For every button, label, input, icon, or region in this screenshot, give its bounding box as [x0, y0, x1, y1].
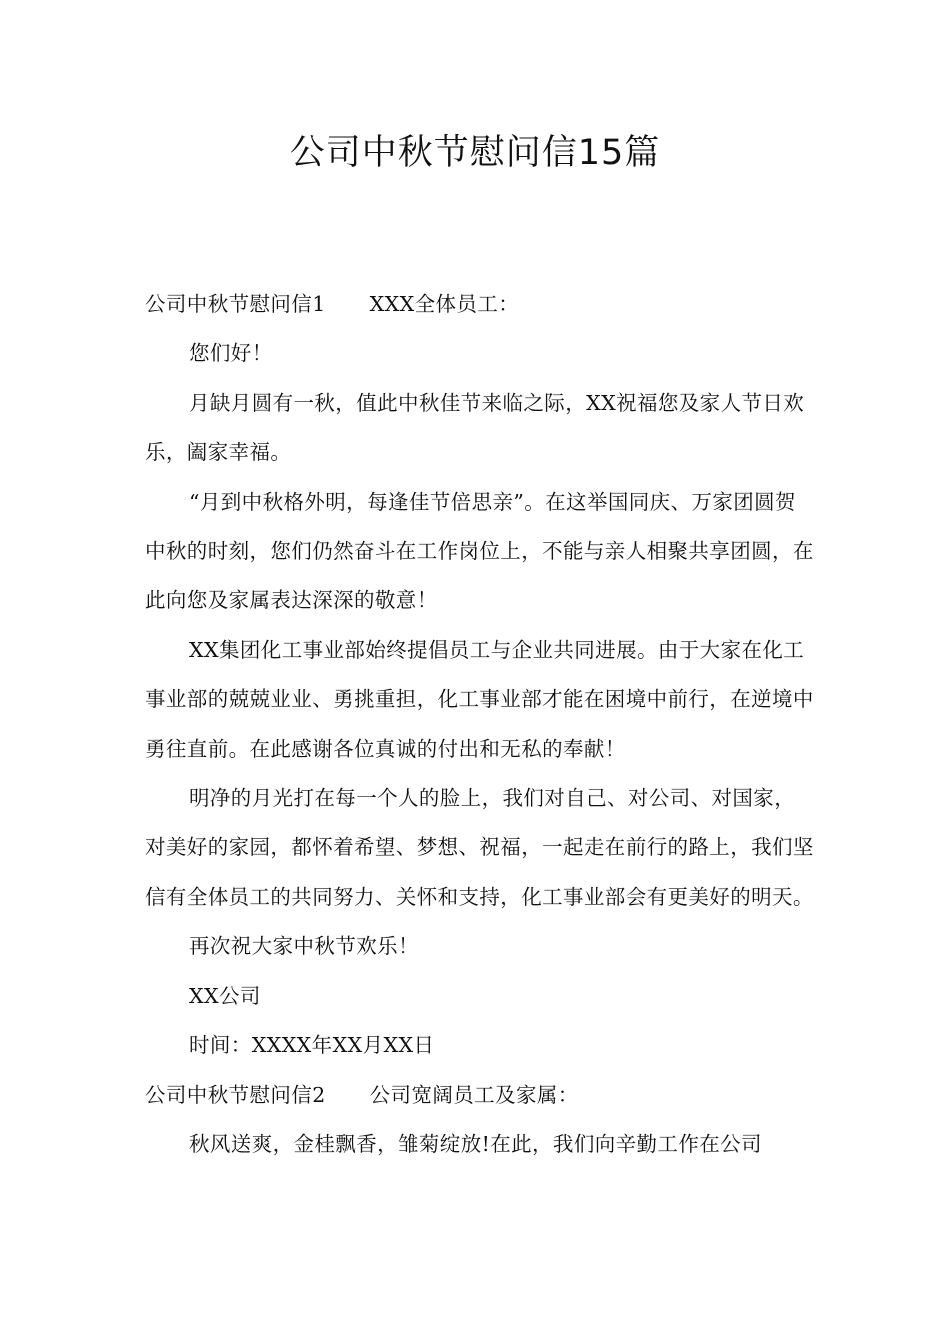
- letter-1-paragraph: 明净的月光打在每一个人的脸上，我们对自己、对公司、对国家，对美好的家园，都怀着希望、梦想、祝福，一起走在前行的路上，我们坚信有全体员工的共同努力、关怀和支持，化工事业部会有更美好的明天。: [145, 786, 814, 909]
- document-body: [145, 280, 815, 1169]
- letter-2-recipient: 公司宽阔员工及家属：: [369, 1082, 579, 1107]
- letter-2-heading: 公司中秋节慰问信2: [145, 1082, 326, 1107]
- letter-1-greeting: 您们好！: [189, 341, 273, 366]
- letter-2-paragraph: 秋风送爽，金桂飘香，雏菊绽放!在此，我们向辛勤工作在公司: [189, 1131, 762, 1156]
- letter-1-heading: 公司中秋节慰问信1: [145, 292, 326, 316]
- letter-1-closing: 再次祝大家中秋节欢乐！: [189, 934, 419, 959]
- letter-1-paragraph: XX集团化工事业部始终提倡员工与企业共同进展。由于大家在化工事业部的兢兢业业、勇挑重担，化工事业部才能在困境中前行，在逆境中勇往直前。在此感谢各位真诚的付出和无私的奉献！: [145, 637, 814, 761]
- letter-2-heading-line: [145, 1071, 815, 1120]
- letter-1-recipient: XXX全体员工：: [369, 292, 520, 316]
- letter-1-paragraph: 月缺月圆有一秋，值此中秋佳节来临之际，XX祝福您及家人节日欢乐，阖家幸福。: [145, 390, 805, 465]
- letter-1-heading-line: [145, 280, 815, 329]
- document-title: 公司中秋节慰问信15篇: [289, 133, 661, 173]
- letter-1-paragraph: “月到中秋格外明，每逢佳节倍思亲”。在这举国同庆、万家团圆贺中秋的时刻，您们仍然奋斗在工作岗位上，不能与亲人相聚共享团圆，在此向您及家属表达深深的敬意！: [145, 489, 814, 613]
- letter-1-signature: XX公司: [189, 983, 261, 1008]
- letter-1-date: 时间：XXXX年XX月XX日: [189, 1033, 435, 1058]
